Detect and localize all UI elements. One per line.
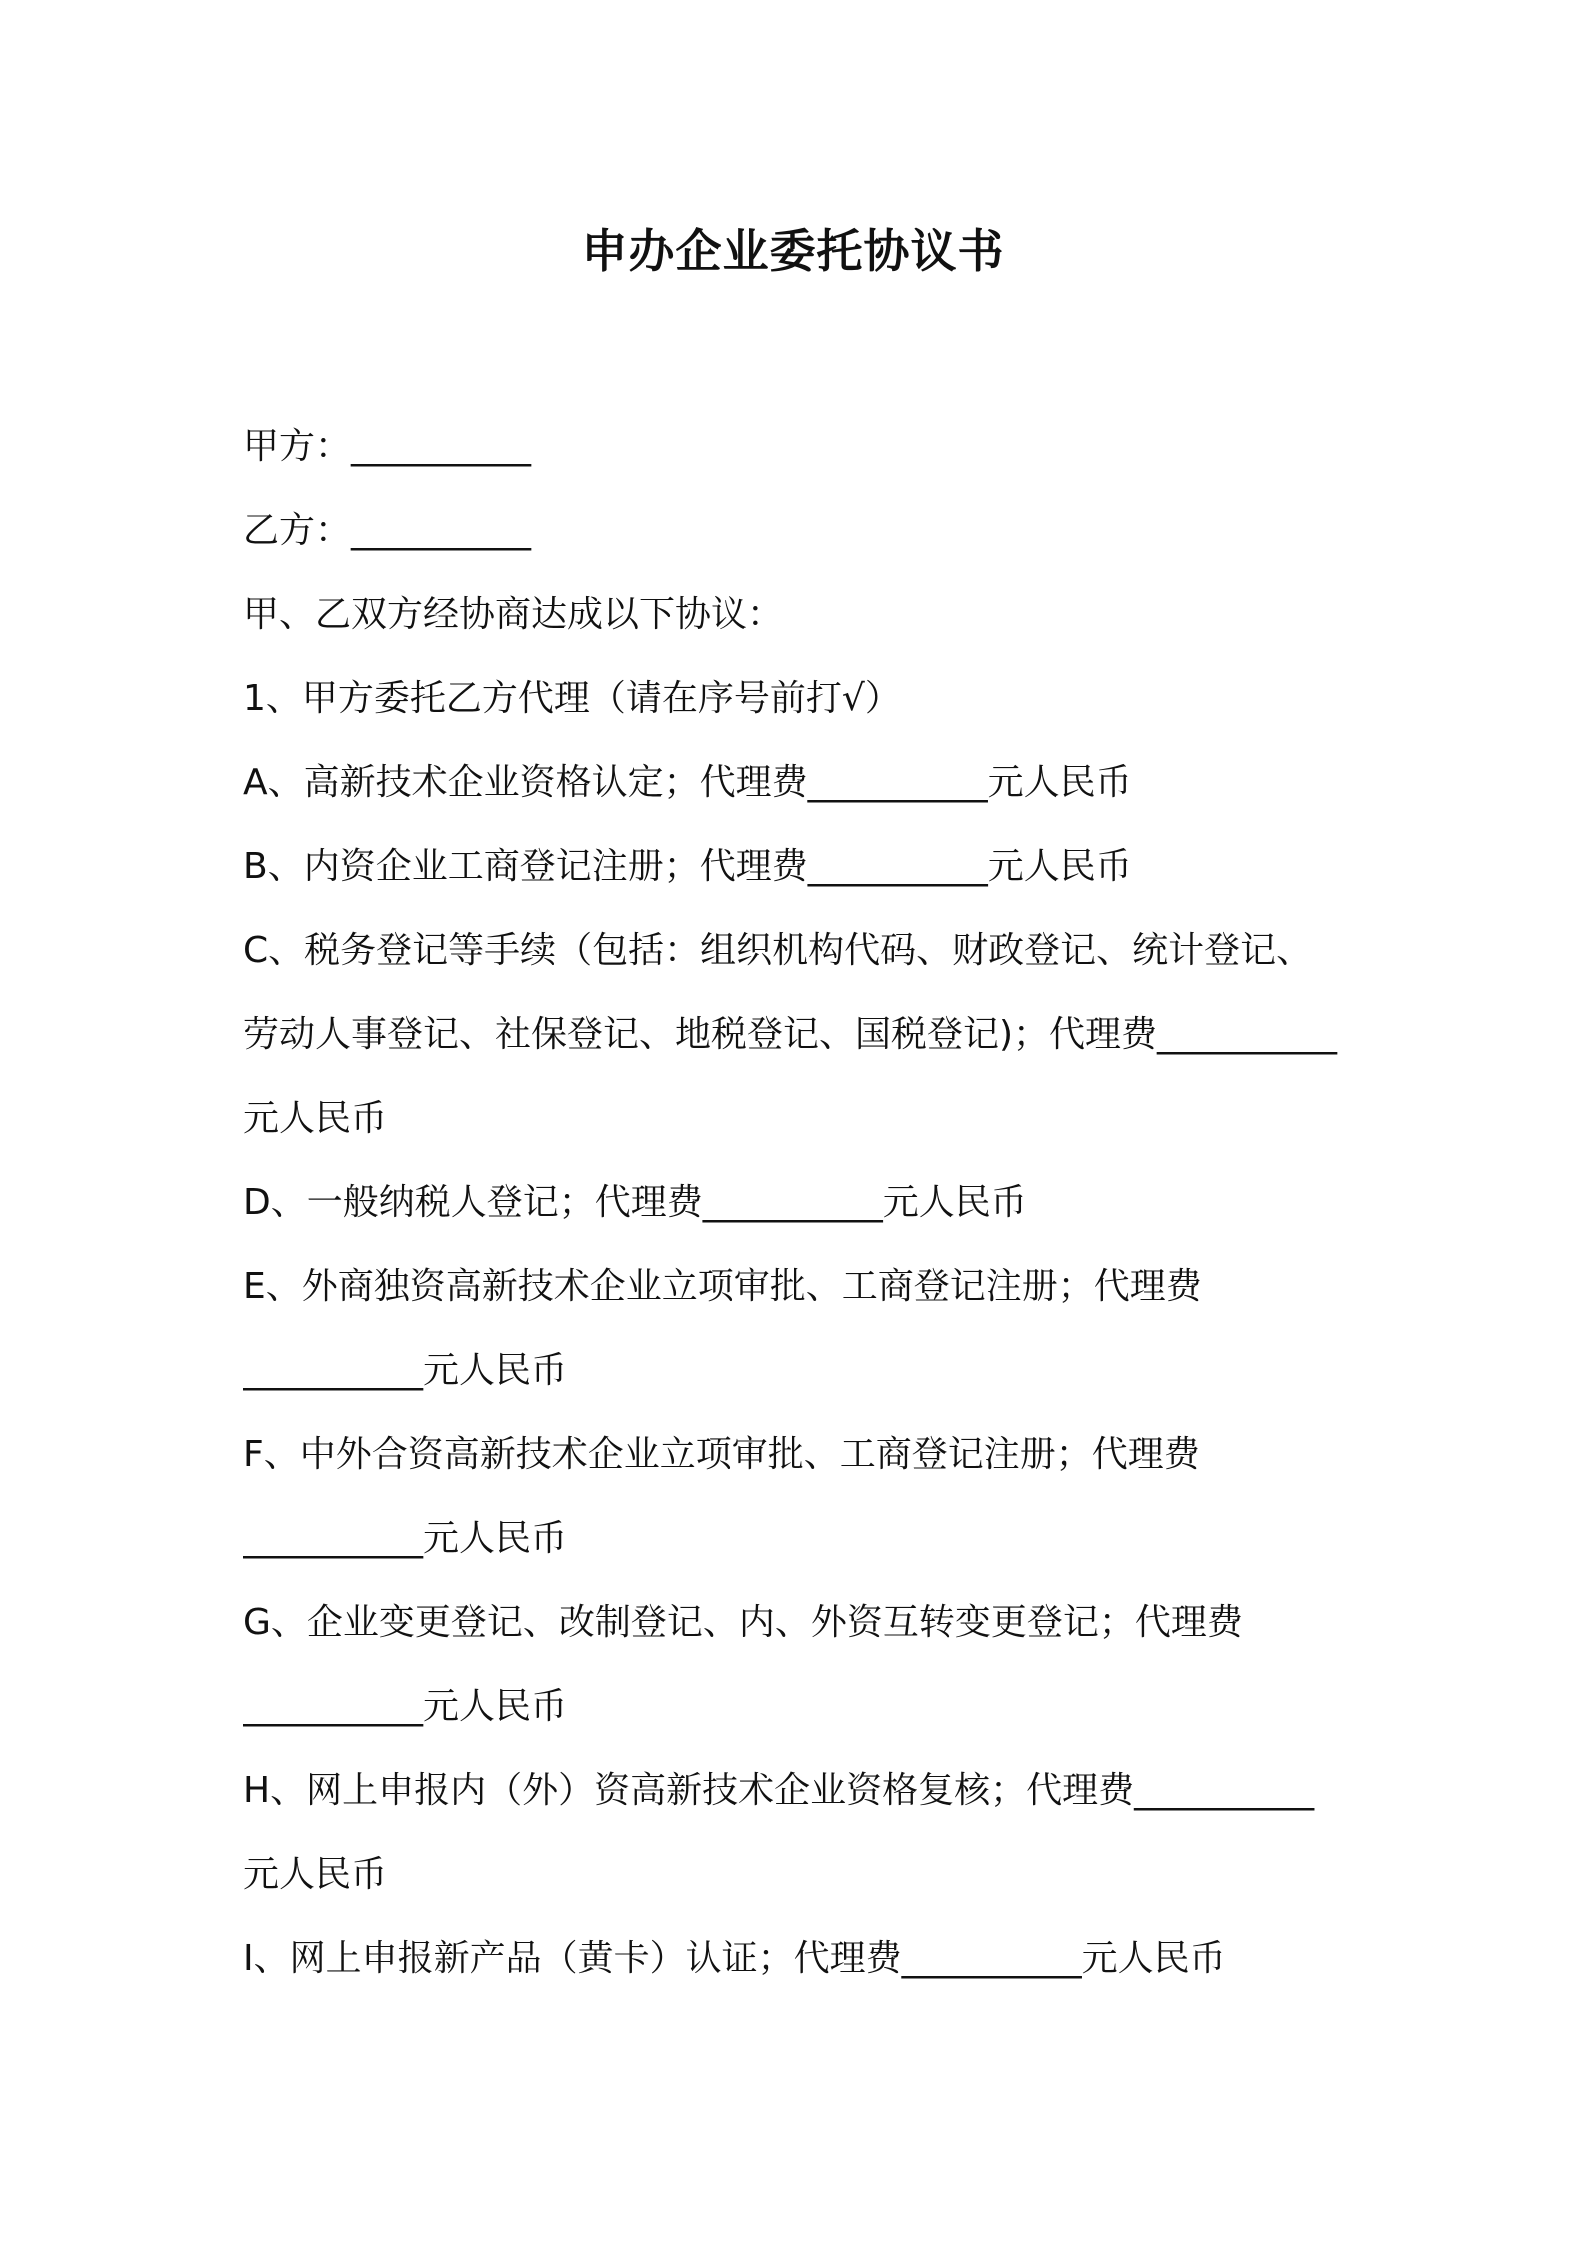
option-g-line-2: __________元人民币 [243, 1686, 568, 1727]
option-e-line-1: E、外商独资高新技术企业立项审批、工商登记注册；代理费 [243, 1266, 1202, 1307]
option-a: A、高新技术企业资格认定；代理费__________元人民币 [243, 762, 1132, 803]
option-h-line-2: 元人民币 [243, 1854, 388, 1895]
option-b: B、内资企业工商登记注册；代理费__________元人民币 [243, 846, 1132, 887]
agreement-body [243, 405, 1363, 2001]
option-c-line-3: 元人民币 [243, 1098, 388, 1139]
option-i: I、网上申报新产品（黄卡）认证；代理费__________元人民币 [243, 1938, 1226, 1979]
option-e-line-2: __________元人民币 [243, 1350, 568, 1391]
option-c-line-2: 劳动人事登记、社保登记、地税登记、国税登记)；代理费__________ [243, 1014, 1338, 1055]
option-f-line-1: F、中外合资高新技术企业立项审批、工商登记注册；代理费 [243, 1434, 1200, 1475]
party-b-line: 乙方：__________ [243, 510, 532, 551]
party-a-line: 甲方：__________ [243, 426, 532, 467]
document-title: 申办企业委托协议书 [581, 224, 1005, 278]
option-d: D、一般纳税人登记；代理费__________元人民币 [243, 1182, 1027, 1223]
option-h-line-1: H、网上申报内（外）资高新技术企业资格复核；代理费__________ [243, 1770, 1315, 1811]
option-f-line-2: __________元人民币 [243, 1518, 568, 1559]
option-c-line-1: C、税务登记等手续（包括：组织机构代码、财政登记、统计登记、 [243, 930, 1313, 971]
clause-1-heading: 1、甲方委托乙方代理（请在序号前打√） [243, 678, 901, 719]
option-g-line-1: G、企业变更登记、改制登记、内、外资互转变更登记；代理费 [243, 1602, 1243, 1643]
agreement-intro: 甲、乙双方经协商达成以下协议： [243, 594, 784, 635]
